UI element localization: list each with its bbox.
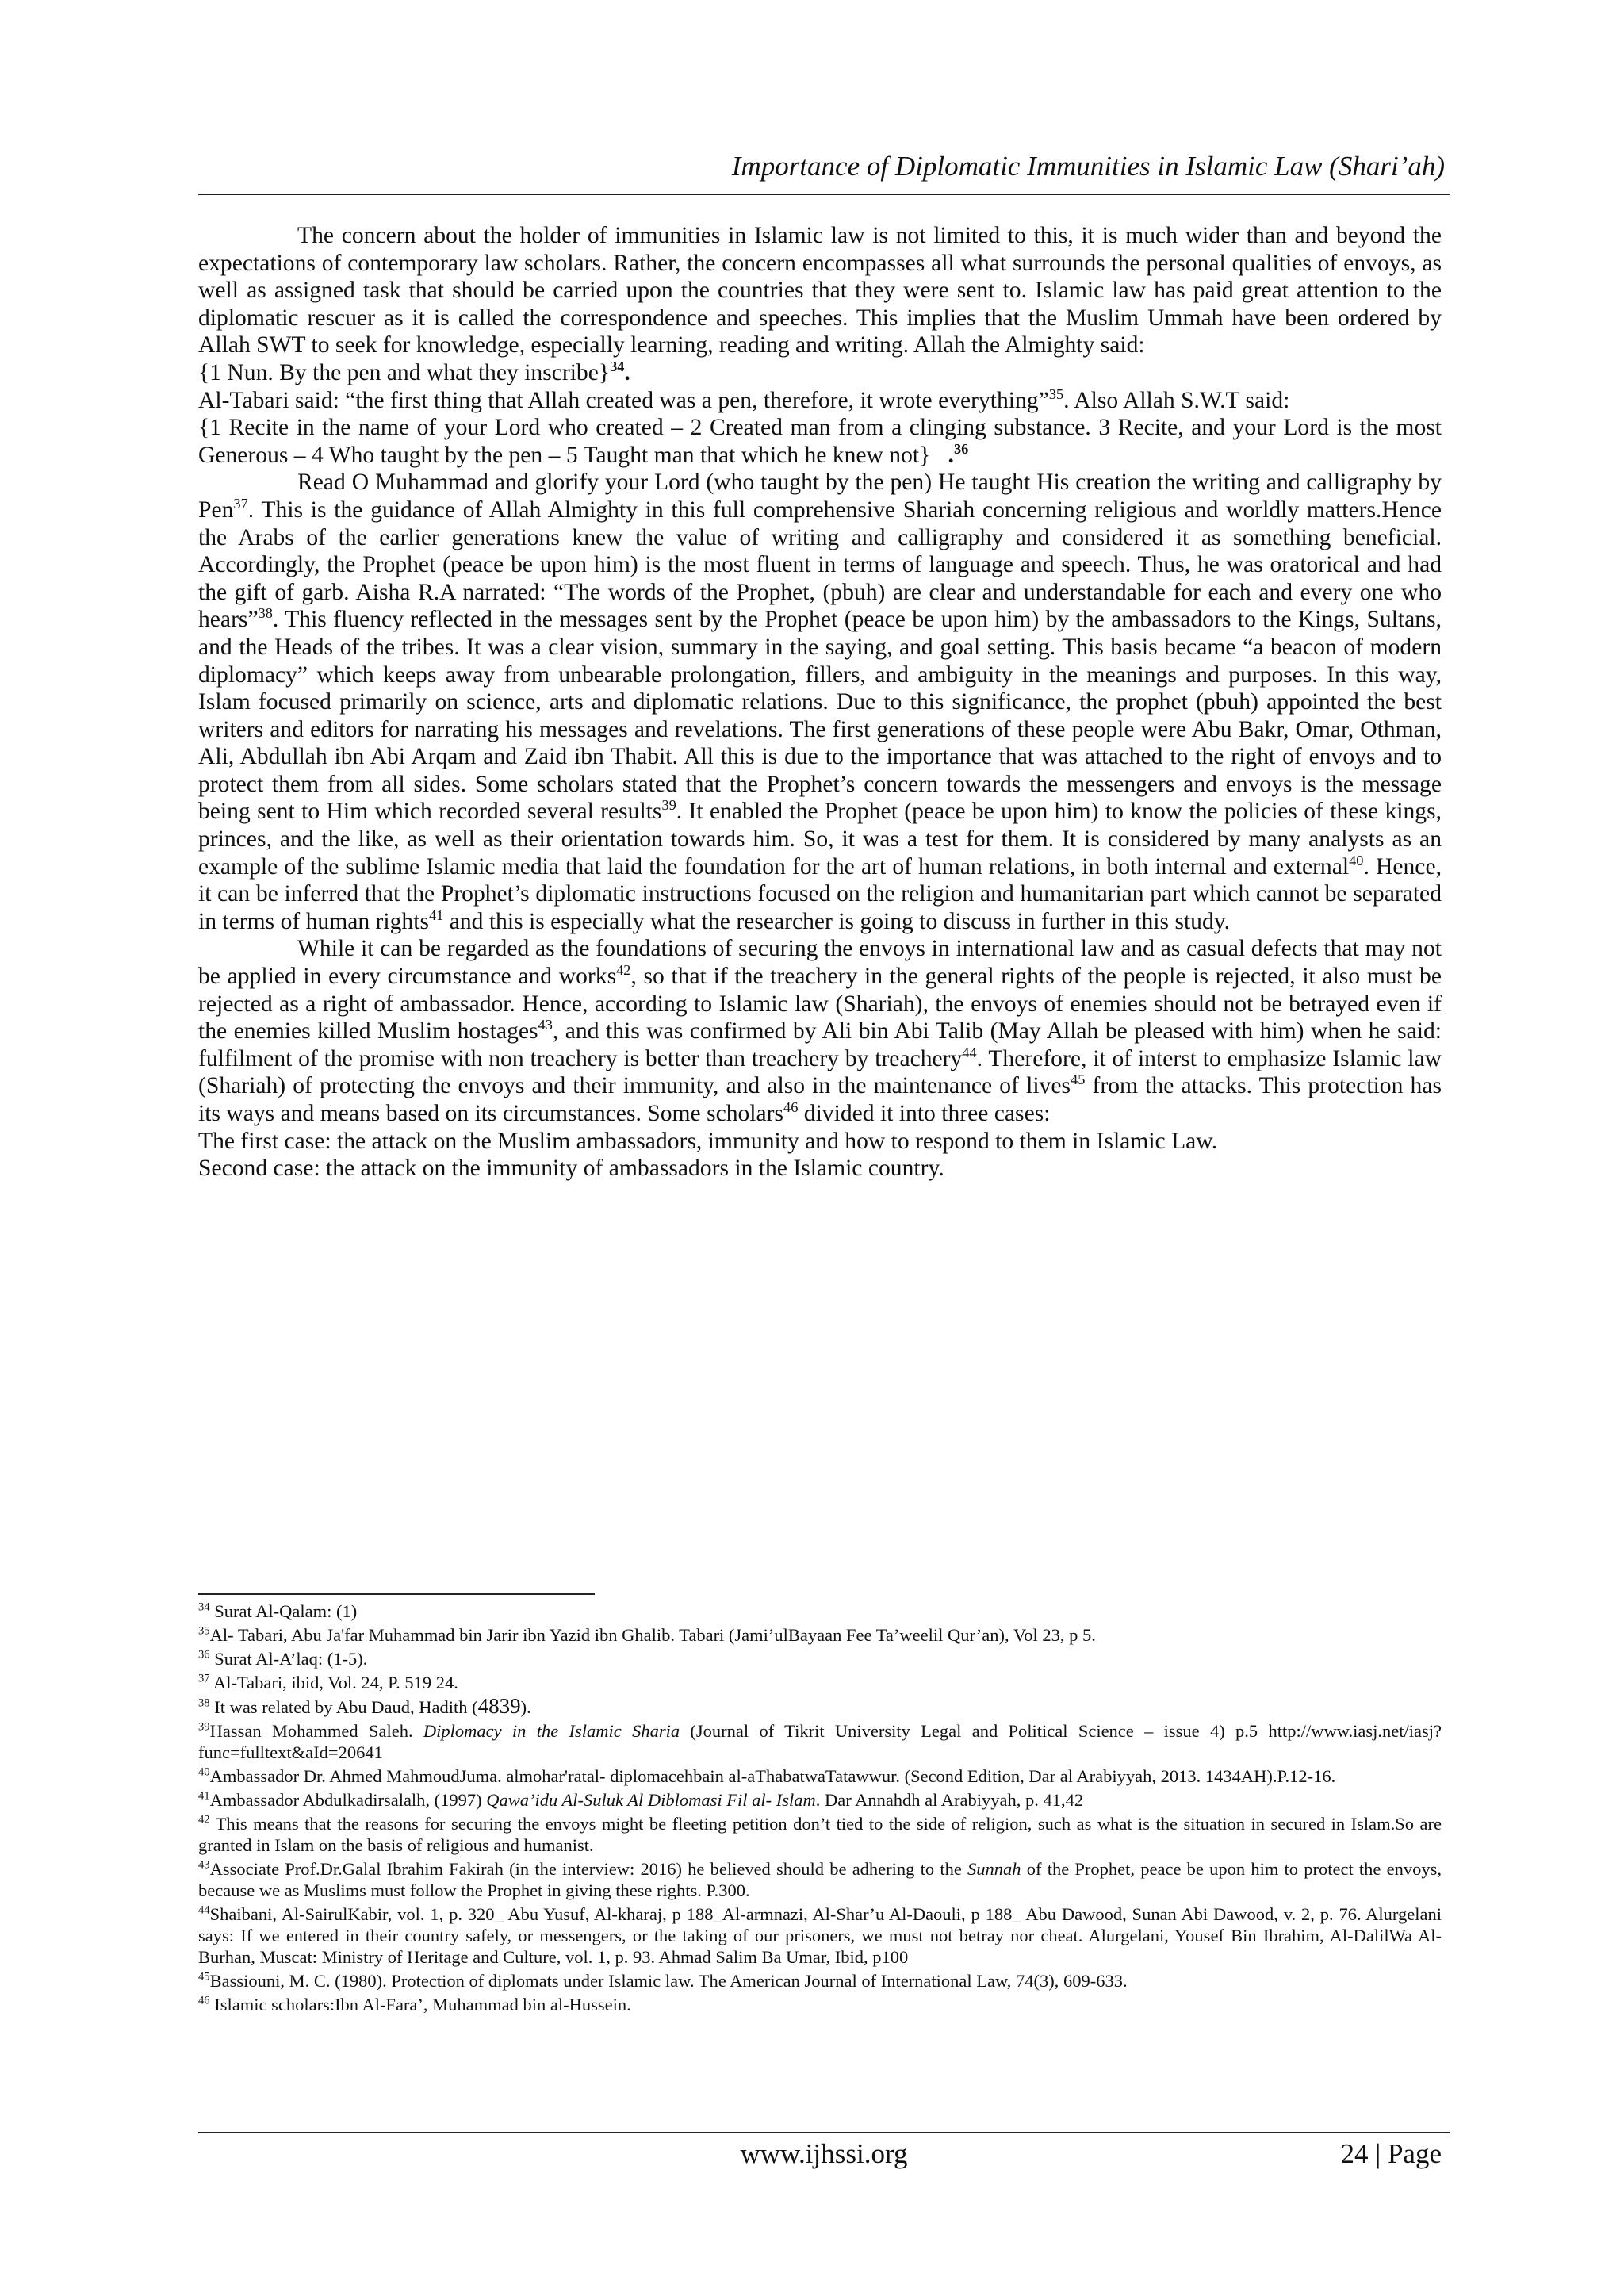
footnote-number: 40: [198, 1765, 210, 1779]
tabari-quote: [198, 387, 1442, 415]
footnote-39: [198, 1720, 1442, 1763]
footnote-number: 46: [198, 1994, 210, 2007]
text-run: . Also Allah S.W.T said:: [1063, 387, 1290, 413]
footnote-42: [198, 1813, 1442, 1856]
footnote-number: 45: [198, 1970, 210, 1984]
footnote-37: [198, 1672, 1442, 1693]
text-run: , so that if the treachery in the general rights of the people is rejected, it also must be rejected as a right of ambassador. Hence, according to Islamic law (Shariah), the envoys of enemies should not be betrayed even if the enemies killed Muslim hostages: [198, 964, 1442, 1045]
footnotes: [198, 1600, 1442, 2018]
footnote-text: Associate Prof.Dr.Galal Ibrahim Fakirah (in the interview: 2016) he believed should be adhering to the: [209, 1859, 968, 1879]
footnote-number: 39: [198, 1720, 210, 1734]
text-run: . It enabled the Prophet (peace be upon him) to know the policies of these kings, princes, and the like, as well as their orientation towards him. So, it was a test for them. It is considered by many analysts as an example of the sublime Islamic media that laid the foundation for the art of human relations, in both internal and external: [198, 799, 1442, 880]
footnote-ref: 35: [1048, 385, 1064, 402]
footnote-35: [198, 1624, 1442, 1646]
footnote-text: ).: [520, 1697, 531, 1717]
footnote-ref: 45: [1071, 1071, 1086, 1088]
paragraph-2: [198, 469, 1442, 935]
quote-text: {1 Recite in the name of your Lord who created – 2 Created man from a clinging substance. 3 Recite, and your Lord is the most Generous – 4 Who taught by the pen – 5 Taught man that which he knew not}: [198, 415, 1442, 468]
footnote-number: 43: [198, 1858, 210, 1872]
text-run: divided it into three cases:: [798, 1101, 1051, 1126]
text-run: Read O Muhammad and glorify your Lord (who taught by the pen) He taught His creation the writing and calligraphy by Pen: [198, 470, 1442, 523]
footnote-ref: 36: [953, 440, 969, 457]
footnote-text: (Journal of Tikrit University Legal and Political Science – issue 4) p.5 http://www.iasj.net/iasj?func=fulltext&aId=20641: [198, 1721, 1442, 1762]
footnote-43: [198, 1858, 1442, 1901]
footnote-46: [198, 1994, 1442, 2015]
text-run: . Hence, it can be inferred that the Prophet’s diplomatic instructions focused on the religion and humanitarian part which cannot be separated in terms of human rights: [198, 853, 1442, 934]
quote-al-qalam: [198, 359, 1442, 387]
footnote-rule: [198, 1593, 595, 1595]
footnote-40: [198, 1765, 1442, 1787]
footnote-ref: 46: [783, 1099, 799, 1116]
footnote-text: Surat Al-A’laq: (1-5).: [209, 1649, 368, 1669]
text-run: . This fluency reflected in the messages sent by the Prophet (peace be upon him) by the ambassadors to the Kings, Sultans, and the Heads of the tribes. It was a clear vision, summary in the saying, and goal setting. This basis became “a beacon of modern diplomacy” which keeps away from unbearable prolongation, fillers, and ambiguity in the meanings and purposes. In this way, Islam focused primarily on science, arts and diplomatic relations. Due to this significance, the prophet (pbuh) appointed the best writers and editors for narrating his messages and revelations. The first generations of these people were Abu Bakr, Omar, Othman, Ali, Abdullah ibn Abi Arqam and Zaid ibn Thabit. All this is due to the importance that was attached to the right of envoys and to protect them from all sides. Some scholars stated that the Prophet’s concern towards the messengers and envoys is the message being sent to Him which recorded several results: [198, 607, 1442, 825]
running-header: Importance of Diplomatic Immunities in Islamic Law (Shari’ah): [731, 151, 1445, 182]
footer-rule: [198, 2132, 1450, 2133]
footnote-ref: 41: [428, 907, 444, 923]
footnote-ref: 42: [616, 962, 631, 979]
footnote-ref: 40: [1349, 852, 1364, 868]
quote-end: .: [624, 359, 630, 385]
footnote-text: Ambassador Abdulkadirsalalh, (1997): [209, 1790, 487, 1810]
footnote-text: Shaibani, Al-SairulKabir, vol. 1, p. 320_ Abu Yusuf, Al-kharaj, p 188_Al-armnazi, Al-Shar’u Al-Daouli, p 188_ Abu Dawood, Sunan Abi Dawood, v. 2, p. 76. Alurgelani says: If we entered in their country safely, or messengers, or the taking of our prisoners, we must not betray nor cheat. Alurgelani, Yousef Bin Ibrahim, Al-DalilWa Al-Burhan, Muscat: Ministry of Heritage and Culture, vol. 1, p. 93. Ahmad Salim Ba Umar, Ibid, p100: [198, 1904, 1442, 1967]
footnote-number: 34: [198, 1600, 210, 1614]
footnote-45: [198, 1970, 1442, 1991]
quote-end: .: [948, 442, 954, 468]
footnote-38: [198, 1696, 1442, 1718]
footnote-text: of the Prophet, peace be upon him to protect the envoys, because we as Muslims must follow the Prophet in giving these rights. P.300.: [198, 1859, 1442, 1900]
footnote-number: 42: [198, 1813, 210, 1826]
footnote-title: Diplomacy in the Islamic Sharia: [423, 1721, 680, 1741]
text-run: Al-Tabari said: “the first thing that Allah created was a pen, therefore, it wrote everything”: [198, 387, 1049, 413]
quote-al-alaq: [198, 414, 1442, 469]
footnote-41: [198, 1789, 1442, 1811]
paragraph-1: The concern about the holder of immunities in Islamic law is not limited to this, it is much wider than and beyond the expectations of contemporary law scholars. Rather, the concern encompasses all what surrounds the personal qualities of envoys, as well as assigned task that should be carried upon the countries that they were sent to. Islamic law has paid great attention to the diplomatic rescuer as it is called the correspondence and speeches. This implies that the Muslim Ummah have been ordered by Allah SWT to seek for knowledge, especially learning, reading and writing. Allah the Almighty said:: [198, 223, 1442, 358]
footnote-text: Surat Al-Qalam: (1): [209, 1601, 358, 1621]
page-number: 24 | Page: [1340, 2138, 1442, 2169]
text-run: . This is the guidance of Allah Almighty in this full comprehensive Shariah concerning religious and worldly matters.Hence the Arabs of the earlier generations knew the value of writing and calligraphy and considered it as something beneficial. Accordingly, the Prophet (peace be upon him) is the most fluent in terms of language and speech. Thus, he was oratorical and had the gift of garb. Aisha R.A narrated: “The words of the Prophet, (pbuh) are clear and understandable for each and every one who hears”: [198, 496, 1442, 633]
footnote-text: Bassiouni, M. C. (1980). Protection of diplomats under Islamic law. The American Journal of International Law, 74(3), 609-633.: [209, 1971, 1128, 1991]
footnote-ref: 39: [661, 797, 676, 814]
text-run: . Therefore, it of interst to emphasize Islamic law (Shariah) of protecting the envoys and their immunity, and also in the maintenance of lives: [198, 1045, 1442, 1099]
footnote-ref: 43: [538, 1017, 553, 1033]
footnote-number: 38: [198, 1696, 210, 1710]
footnote-ref: 34: [610, 358, 625, 375]
footnote-number: 36: [198, 1648, 210, 1662]
footnote-title: Qawa’idu Al-Suluk Al Diblomasi Fil al- Islam: [486, 1790, 816, 1810]
case-second: Second case: the attack on the immunity of ambassadors in the Islamic country.: [198, 1156, 944, 1182]
footnote-34: [198, 1600, 1442, 1622]
document-page: [198, 0, 1450, 2296]
text-run: While it can be regarded as the foundations of securing the envoys in international law and as casual defects that may not be applied in every circumstance and works: [198, 936, 1442, 990]
footnote-text: This means that the reasons for securing the envoys might be fleeting petition don’t tied to the side of religion, such as what is the situation in secured in Islam.So are granted in Islam on the basis of religious and humanist.: [198, 1814, 1442, 1855]
footnote-number: 44: [198, 1903, 210, 1917]
quote-text: {1 Nun. By the pen and what they inscribe}: [198, 359, 611, 385]
footnote-text: Al- Tabari, Abu Ja'far Muhammad bin Jarir ibn Yazid ibn Ghalib. Tabari (Jami’ulBayaan Fee Ta’weelil Qur’an), Vol 23, p 5.: [209, 1625, 1096, 1645]
case-first: The first case: the attack on the Muslim ambassadors, immunity and how to respond to them in Islamic Law.: [198, 1128, 1218, 1154]
footnote-text: Islamic scholars:Ibn Al-Fara’, Muhammad bin al-Hussein.: [209, 1995, 631, 2014]
footnote-number: 37: [198, 1672, 210, 1685]
paragraph-3: [198, 935, 1442, 1127]
footnote-text: Hassan Mohammed Saleh.: [209, 1721, 423, 1741]
footnote-text: . Dar Annahdh al Arabiyyah, p. 41,42: [815, 1790, 1084, 1810]
footnote-title: Sunnah: [967, 1859, 1021, 1879]
footnote-44: [198, 1903, 1442, 1968]
footer-website-link[interactable]: www.ijhssi.org: [740, 2138, 908, 2169]
footnote-36: [198, 1648, 1442, 1669]
header-rule: [198, 194, 1450, 195]
footnote-text: It was related by Abu Daud, Hadith (: [209, 1697, 478, 1717]
hadith-number: 4839: [477, 1694, 521, 1718]
footnote-number: 41: [198, 1789, 210, 1803]
footnote-ref: 37: [233, 496, 248, 512]
text-run: and this is especially what the researcher is going to discuss in further in this study.: [443, 908, 1231, 934]
text-run: from the attacks. This protection has its ways and means based on its circumstances. Some scholars: [198, 1073, 1442, 1126]
footnote-ref: 38: [258, 605, 273, 622]
text-run: , and this was confirmed by Ali bin Abi Talib (May Allah be pleased with him) when he said: fulfilment of the promise with non treachery is better than treachery by treachery: [198, 1018, 1442, 1071]
footnote-ref: 44: [962, 1044, 977, 1060]
footnote-text: Al-Tabari, ibid, Vol. 24, P. 519 24.: [209, 1673, 458, 1692]
body-text: [198, 222, 1442, 1182]
footnote-number: 35: [198, 1624, 210, 1638]
footnote-text: Ambassador Dr. Ahmed MahmoudJuma. almohar'ratal- diplomacehbain al-aThabatwaTatawwur. (Second Edition, Dar al Arabiyyah, 2013. 1434AH).P.12-16.: [209, 1766, 1336, 1786]
